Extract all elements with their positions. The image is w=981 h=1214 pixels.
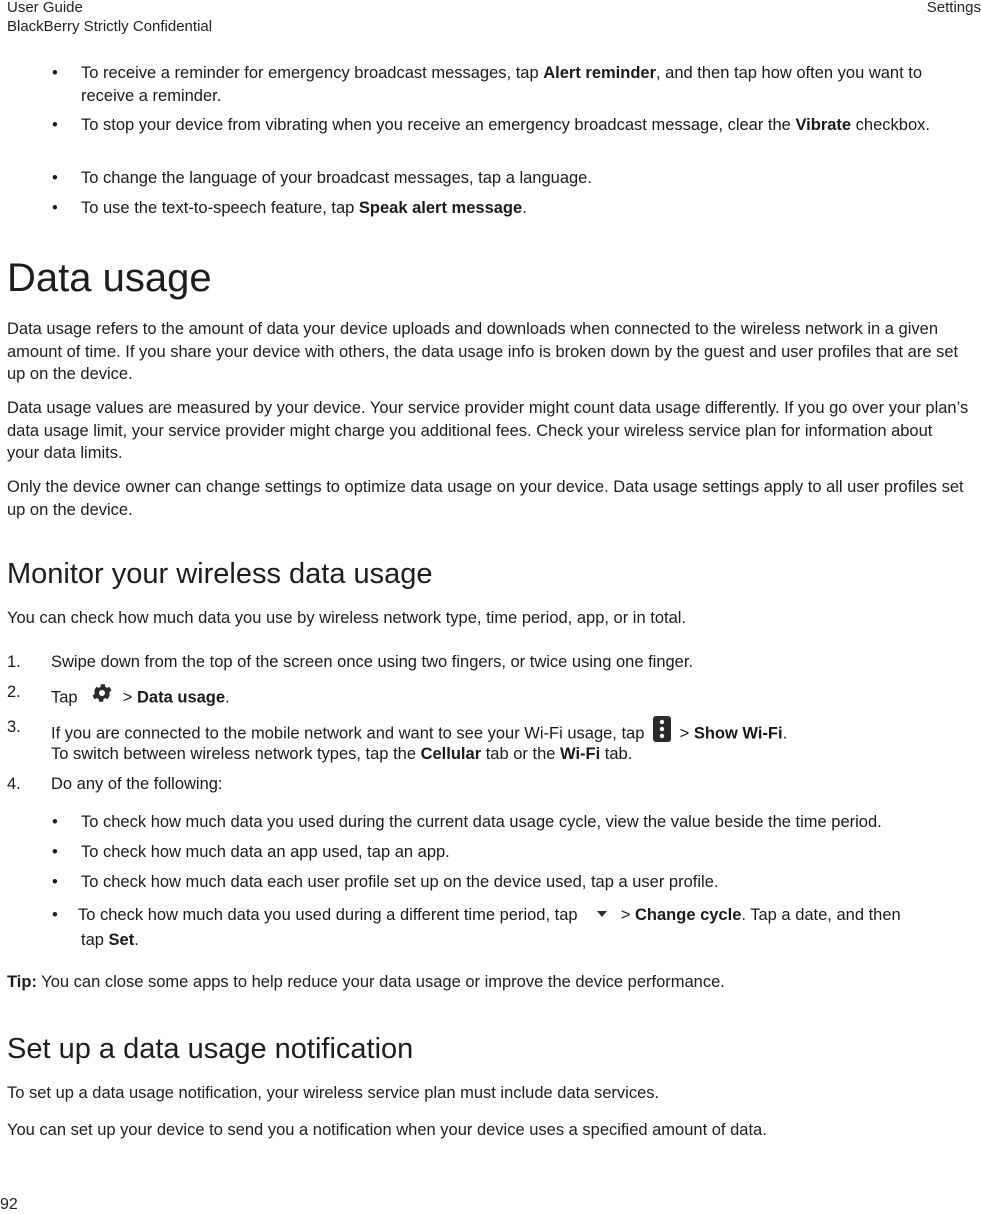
paragraph: To set up a data usage notification, your wireless service plan must include data services. bbox=[7, 1084, 660, 1102]
bullet-marker: • bbox=[52, 873, 58, 891]
step-text: If you are connected to the mobile network and want to see your Wi-Fi usage, tap > Show Wi-Fi. bbox=[51, 718, 969, 751]
step-text: Tap > Data usage. bbox=[51, 683, 969, 714]
step-number: 2. bbox=[7, 683, 21, 701]
list-item: To check how much data you used during the current data usage cycle, view the value beside the time period. bbox=[81, 813, 882, 831]
tip-label: Tip: bbox=[7, 973, 37, 991]
step-text: Swipe down from the top of the screen once using two fingers, or twice using one finger. bbox=[51, 653, 694, 671]
paragraph: Data usage refers to the amount of data your device uploads and downloads when connected to the wireless network in a given amount of time. If you share your device with others, the data usage info is broken down by the guest and user profiles that are set up on the device. bbox=[7, 320, 959, 383]
dropdown-arrow-icon bbox=[594, 903, 610, 926]
step-number: 3. bbox=[7, 718, 21, 736]
bullet-marker: • bbox=[52, 906, 58, 924]
tip-text: You can close some apps to help reduce your data usage or improve the device performance. bbox=[36, 973, 725, 991]
paragraph: Data usage values are measured by your device. Your service provider might count data usage differently. If you go over your plan’s data usage limit, your service provider might charge you additional fees. Check your wireless service plan for information about your data limits. bbox=[7, 399, 969, 462]
paragraph: Only the device owner can change settings to optimize data usage on your device. Data usage settings apply to all user profiles set up on the device. bbox=[7, 478, 964, 519]
page-number: 92 bbox=[0, 1196, 18, 1213]
list-item: To check how much data you used during a different time period, tap > Change cycle. Tap a date, and then bbox=[78, 904, 969, 927]
bullet-marker: • bbox=[52, 64, 58, 82]
paragraph: You can set up your device to send you a notification when your device uses a specified amount of data. bbox=[7, 1121, 767, 1139]
header-section: Settings bbox=[926, 0, 981, 16]
section-title-monitor: Monitor your wireless data usage bbox=[7, 558, 433, 590]
bullet-marker: • bbox=[52, 199, 58, 217]
tip-note bbox=[7, 971, 969, 994]
bullet-marker: • bbox=[52, 169, 58, 187]
list-item: To change the language of your broadcast messages, tap a language. bbox=[81, 169, 592, 187]
bullet-marker: • bbox=[52, 813, 58, 831]
step-number: 4. bbox=[7, 775, 21, 793]
gear-icon bbox=[90, 681, 114, 712]
list-item: To check how much data each user profile set up on the device used, tap a user profile. bbox=[81, 873, 719, 891]
header-doc-title: User Guide bbox=[7, 0, 83, 16]
bullet-marker: • bbox=[52, 116, 58, 134]
section-title-notification: Set up a data usage notification bbox=[7, 1033, 414, 1065]
list-item-continued: tap Set. bbox=[81, 931, 139, 949]
list-item: To stop your device from vibrating when you receive an emergency broadcast message, clear the Vibrate checkbox. bbox=[81, 116, 930, 134]
list-item: To receive a reminder for emergency broadcast messages, tap Alert reminder, and then tap how often you want to receive a reminder. bbox=[81, 64, 923, 105]
list-item: To use the text-to-speech feature, tap Speak alert message. bbox=[81, 199, 527, 217]
bullet-marker: • bbox=[52, 843, 58, 861]
step-text: Do any of the following: bbox=[51, 775, 223, 793]
section-title-data-usage: Data usage bbox=[7, 256, 212, 300]
step-number: 1. bbox=[7, 653, 21, 671]
list-item: To check how much data an app used, tap an app. bbox=[81, 843, 450, 861]
header-confidential: BlackBerry Strictly Confidential bbox=[7, 18, 213, 35]
step-text-continued: To switch between wireless network types, tap the Cellular tab or the Wi-Fi tab. bbox=[51, 745, 633, 763]
paragraph: You can check how much data you use by wireless network type, time period, app, or in total. bbox=[7, 609, 687, 627]
